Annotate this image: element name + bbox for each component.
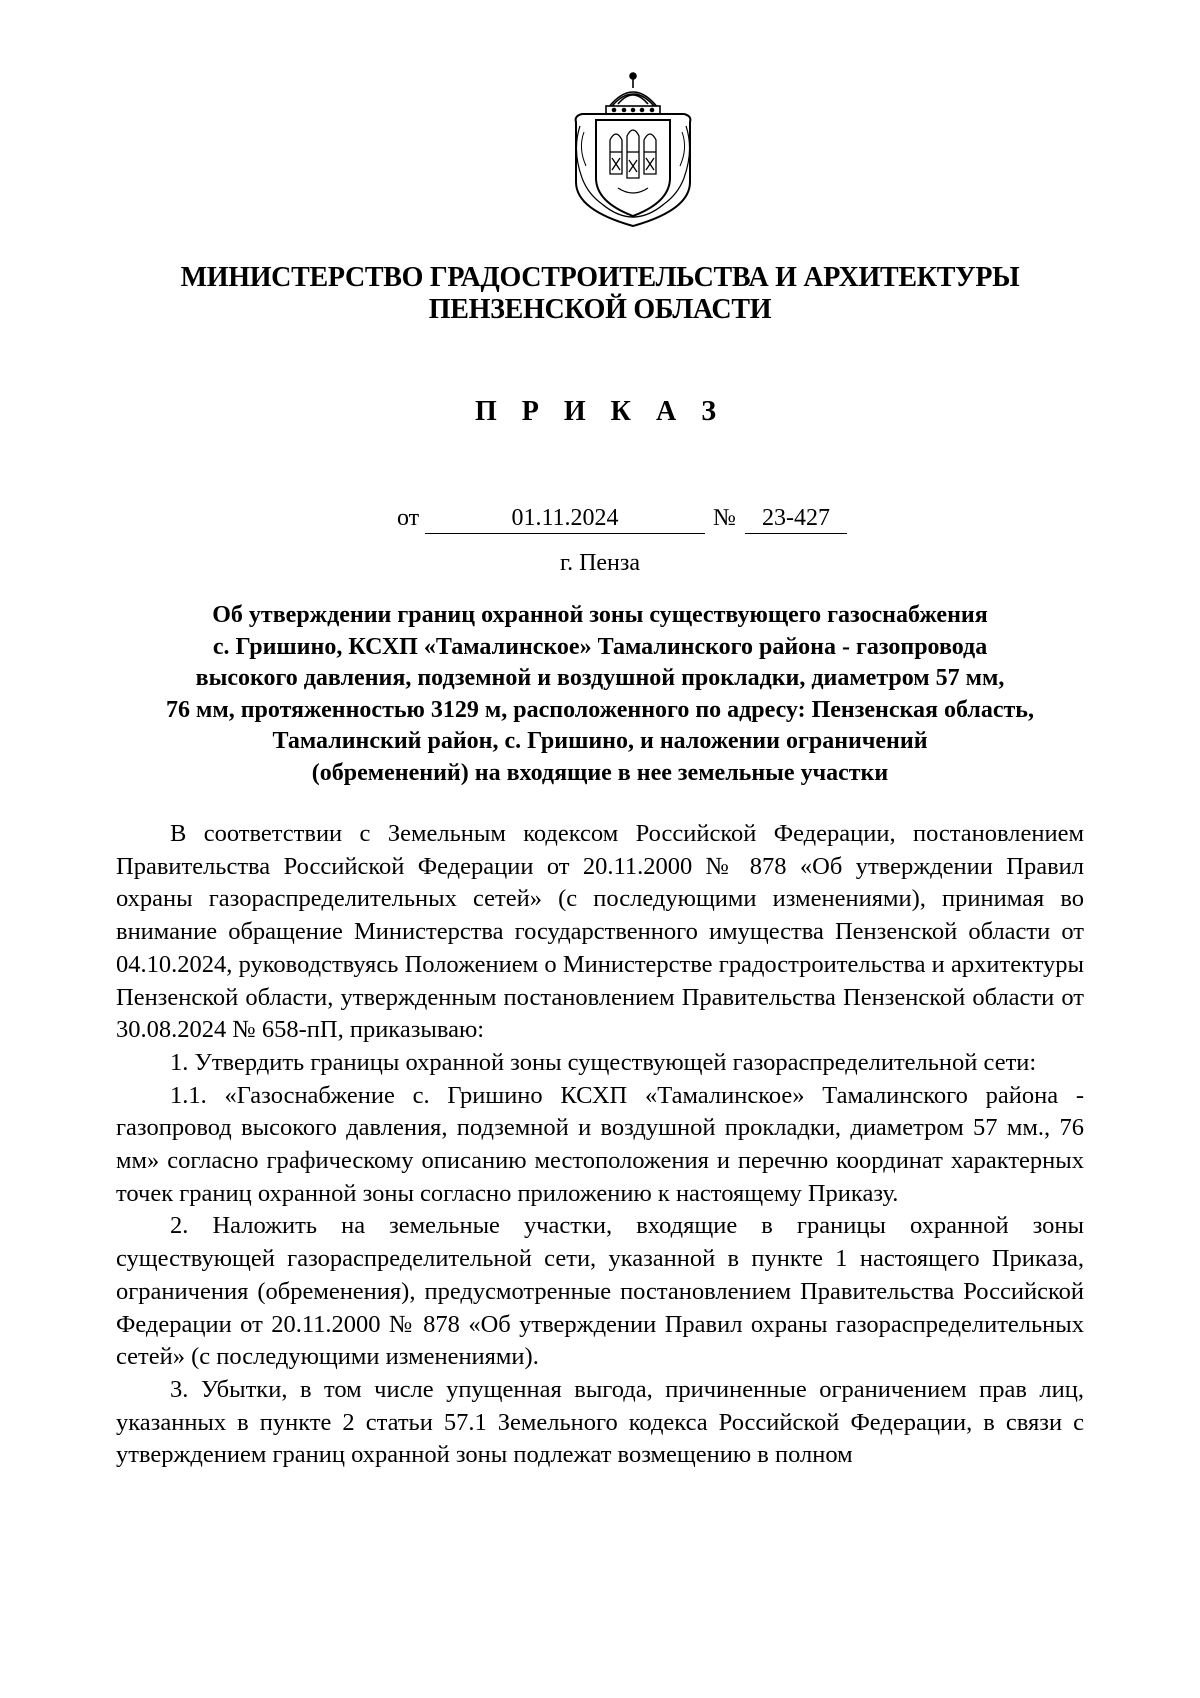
clause-3: 3. Убытки, в том числе упущенная выгода, причиненные ограничением прав лиц, указанных в пункте 2 статьи 57.1 Земельного кодекса Российской Федерации, в связи с утверждением границ охранной зоны подлежат возмещению в полном bbox=[116, 1375, 1084, 1469]
subject-line: Тамалинский район, с. Гришино, и наложении ограничений bbox=[272, 728, 928, 754]
subject-line: (обременений) на входящие в нее земельные участки bbox=[311, 759, 889, 786]
clause-1: 1. Утвердить границы охранной зоны существующей газораспределительной сети: bbox=[170, 1048, 1037, 1076]
clause-2: 2. Наложить на земельные участки, входящие в границы охранной зоны существующей газораспределительной сети, указанной в пункте 1 настоящего Приказа, ограничения (обременения), предусмотренные постановлением Правительства Российской Федерации от 20.11.2000 № 878 «Об утверждении Правил охраны газораспределительных сетей» (с последующими изменениями). bbox=[116, 1212, 1084, 1371]
ministry-name-line-2: ПЕНЗЕНСКОЙ ОБЛАСТИ bbox=[428, 294, 772, 325]
order-number: 23-427 bbox=[745, 503, 847, 534]
document-body bbox=[116, 818, 1084, 1472]
city: г. Пенза bbox=[559, 550, 641, 576]
coat-of-arms-icon bbox=[568, 70, 698, 230]
preamble-paragraph: В соответствии с Земельным кодексом Российской Федерации, постановлением Правительства Российской Федерации от 20.11.2000 № 878 «Об утверждении Правил охраны газораспределительных сетей» (с последующими изменениями), принимая во внимание обращение Министерства государственного имущества Пензенской области от 04.10.2024, руководствуясь Положением о Министерстве градостроительства и архитектуры Пензенской области, утвержденным постановлением Правительства Пензенской области от 30.08.2024 № 658-пП, приказываю: bbox=[116, 820, 1084, 1044]
ministry-name-line-1: МИНИСТЕРСТВО ГРАДОСТРОИТЕЛЬСТВА И АРХИТЕКТУРЫ bbox=[180, 262, 1020, 293]
date-prefix: от bbox=[397, 505, 420, 531]
number-prefix: № bbox=[713, 505, 736, 531]
clause-1-1: 1.1. «Газоснабжение с. Гришино КСХП «Тамалинское» Тамалинского района - газопровод высокого давления, подземной и воздушной прокладки, диаметром 57 мм., 76 мм» согласно графическому описанию местоположения и перечню координат характерных точек границ охранной зоны согласно приложению к настоящему Приказу. bbox=[116, 1081, 1084, 1207]
order-date: 01.11.2024 bbox=[425, 503, 705, 534]
ministry-name bbox=[100, 262, 1100, 326]
subject-line: Об утверждении границ охранной зоны существующего газоснабжения bbox=[212, 602, 988, 628]
order-subject bbox=[100, 600, 1100, 789]
subject-line: 76 мм, протяженностью 3129 м, расположенного по адресу: Пензенская область, bbox=[166, 696, 1034, 723]
subject-line: высокого давления, подземной и воздушной прокладки, диаметром 57 мм, bbox=[195, 665, 1005, 691]
subject-line: с. Гришино, КСХП «Тамалинское» Тамалинского района - газопровода bbox=[212, 633, 988, 660]
document-type-title: П Р И К А З bbox=[475, 396, 725, 427]
